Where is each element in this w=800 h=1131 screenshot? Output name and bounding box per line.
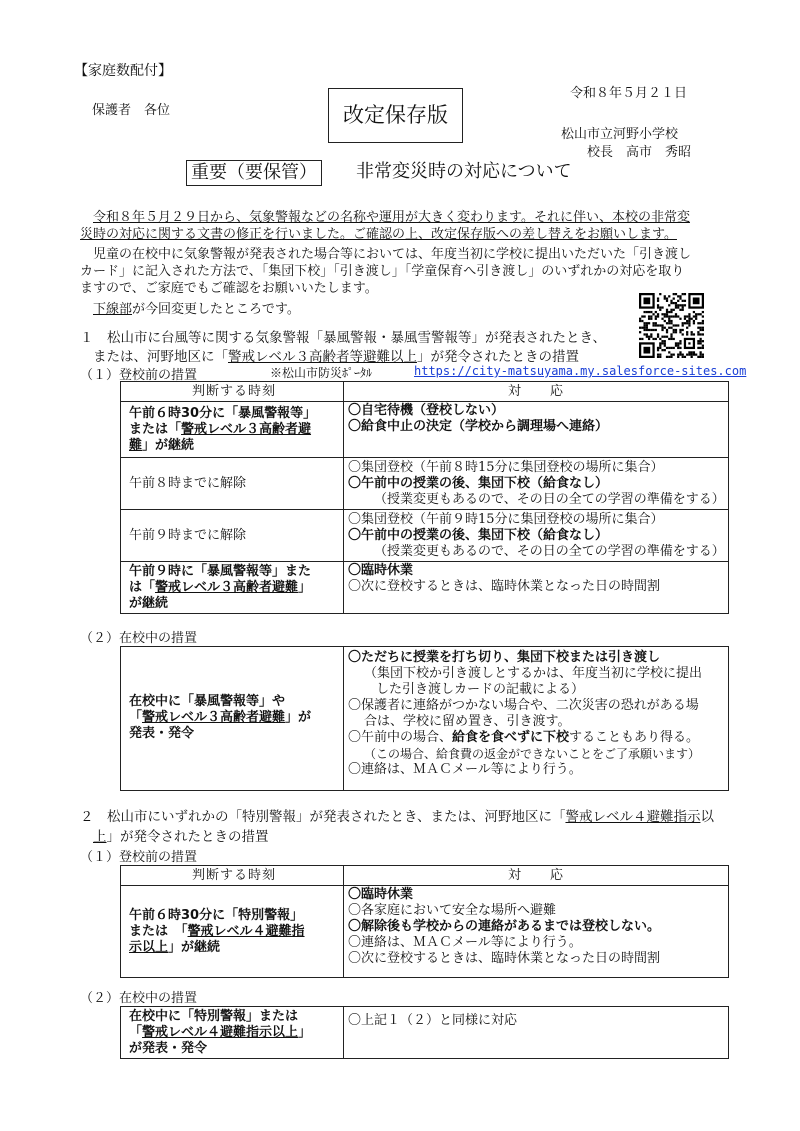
table-row bbox=[121, 886, 729, 978]
table-row bbox=[121, 402, 729, 458]
heading-text-underlined: 警戒レベル４避難指示 bbox=[565, 809, 701, 825]
row-when: 午前８時までに解除 bbox=[121, 458, 344, 510]
title-boxed: 重要（要保管） bbox=[186, 160, 322, 186]
row-action bbox=[344, 647, 729, 791]
cell-text: 〇臨時休業 bbox=[348, 563, 414, 578]
row-when bbox=[121, 562, 344, 614]
cell-text: が発表・発令 bbox=[129, 1040, 208, 1056]
intro-paragraph-2 bbox=[80, 246, 730, 297]
row-action bbox=[344, 458, 729, 510]
recipient: 保護者 各位 bbox=[92, 103, 171, 118]
section1-sub1: （１）登校前の措置 bbox=[80, 368, 198, 383]
section2-sub2: （２）在校中の措置 bbox=[80, 991, 198, 1006]
table-header-row bbox=[121, 866, 729, 886]
section2-sub1: （１）登校前の措置 bbox=[80, 850, 198, 865]
intro-line: カード」に記入された方法で、「集団下校」「引き渡し」「学童保育へ引き渡し」のいずれかの対応を取り bbox=[80, 264, 685, 279]
qr-code-icon[interactable] bbox=[639, 293, 704, 358]
intro-paragraph-1 bbox=[80, 209, 730, 243]
cell-text: 発表・発令 bbox=[129, 726, 195, 741]
row-action bbox=[344, 510, 729, 562]
cell-text: または 「 bbox=[129, 923, 188, 939]
cell-text: （授業変更もあるので、その日の全ての学習の準備をする） bbox=[374, 543, 725, 559]
table-row bbox=[121, 562, 729, 614]
school-name: 松山市立河野小学校 bbox=[561, 127, 679, 142]
section2-heading-line2 bbox=[93, 825, 269, 845]
table-header-row bbox=[121, 382, 729, 402]
cell-text: 〇連絡は、ＭＡＣメール等により行う。 bbox=[348, 935, 582, 950]
portal-link[interactable]: https://city-matsuyama.my.salesforce-sites.com bbox=[414, 364, 747, 378]
cell-text: 〇集団登校（午前８時15分に集団登校の場所に集合） bbox=[348, 459, 664, 475]
cell-text: 〇各家庭において安全な場所へ避難 bbox=[348, 903, 557, 918]
section2-before-school-table bbox=[120, 865, 729, 978]
cell-text bbox=[129, 580, 339, 596]
intro-line: ますので、ご家庭でもご確認をお願いいたします。 bbox=[80, 281, 378, 296]
heading-text: ２ 松山市にいずれかの「特別警報」が発表されたとき、または、河野地区に「 bbox=[80, 809, 566, 825]
cell-text: 〇解除後も学校からの連絡があるまでは登校しない。 bbox=[348, 919, 661, 934]
cell-text-bold: 給食を食べずに下校 bbox=[452, 730, 570, 745]
cell-text: 〇給食中止の決定（学校から調理場へ連絡） bbox=[348, 419, 609, 434]
cell-text-underlined: 難 bbox=[129, 437, 143, 453]
heading-text: 」が発令されたときの措置 bbox=[106, 829, 269, 845]
heading-text-underlined: 警戒レベル３高齢者等避難以上 bbox=[228, 349, 417, 365]
cell-text-underlined: 警戒レベル４避難指示以上 bbox=[142, 1024, 299, 1040]
row-action bbox=[344, 562, 729, 614]
section1-heading-line2 bbox=[93, 345, 579, 365]
cell-text: 〇集団登校（午前９時15分に集団登校の場所に集合） bbox=[348, 511, 664, 527]
cell-text: 〇臨時休業 bbox=[348, 887, 414, 902]
cell-text bbox=[129, 1025, 339, 1041]
heading-text-underlined: 上 bbox=[93, 829, 107, 845]
cell-text: 〇午前中の場合、 bbox=[348, 730, 453, 745]
row-action bbox=[344, 1007, 729, 1059]
cell-text: 〇保護者に連絡がつかない場合や、二次災害の恐れがある場 bbox=[348, 698, 699, 713]
cell-text: （授業変更もあるので、その日の全ての学習の準備をする） bbox=[374, 491, 725, 507]
row-when bbox=[121, 402, 344, 458]
revision-stamp: 改定保存版 bbox=[328, 88, 463, 143]
cell-text: 在校中に「特別警報」または bbox=[129, 1008, 299, 1024]
page-title: 非常変災時の対応について bbox=[356, 161, 572, 182]
cell-text: 」 bbox=[298, 1024, 312, 1040]
cell-text-underlined: 示以上 bbox=[129, 939, 169, 955]
heading-text: または、河野地区に「 bbox=[93, 349, 228, 365]
row-when: 午前９時までに解除 bbox=[121, 510, 344, 562]
row-when bbox=[121, 886, 344, 978]
cell-text: することもあり得る。 bbox=[569, 730, 700, 745]
cell-text bbox=[129, 438, 339, 454]
cell-text bbox=[129, 940, 339, 956]
cell-text bbox=[129, 924, 339, 940]
cell-text: 」が継続 bbox=[142, 437, 195, 453]
cell-text: または「 bbox=[129, 421, 182, 437]
intro-line: 令和８年５月２９日から、気象警報などの名称や運用が大きく変わります。それに伴い、本校の非常変 bbox=[93, 210, 690, 225]
cell-text: 」が bbox=[285, 710, 312, 725]
cell-text: 〇自宅待機（登校しない） bbox=[348, 403, 505, 418]
cell-text: 〇次に登校するときは、臨時休業となった日の時間割 bbox=[348, 951, 661, 966]
cell-text bbox=[129, 422, 339, 438]
col-when-header: 判断する時刻 bbox=[121, 382, 344, 402]
cell-text: （この場合、給食費の返金ができないことをご了承願います） bbox=[364, 747, 701, 761]
portal-label: ※松山市防災ﾎﾟｰﾀﾙ bbox=[270, 366, 373, 380]
intro-line: 災時の対応に関する文書の修正を行いました。ご確認の上、改定保存版への差し替えをお願いします。 bbox=[80, 227, 677, 242]
cell-text: 合は、学校に留め置き、引き渡す。 bbox=[364, 714, 571, 729]
cell-text: 「 bbox=[129, 1024, 143, 1040]
table-row bbox=[121, 458, 729, 510]
underline-note-text: が今回変更したところです。 bbox=[132, 302, 300, 317]
row-when bbox=[121, 1007, 344, 1059]
cell-text-underlined: 警戒レベル３高齢者避難 bbox=[142, 710, 286, 725]
col-action-header: 対 応 bbox=[344, 866, 729, 886]
cell-text: は「 bbox=[129, 579, 156, 595]
cell-text bbox=[348, 730, 724, 746]
cell-text-underlined: 警戒レベル４避難指 bbox=[187, 923, 305, 939]
cell-text: 在校中に「暴風警報等」や bbox=[129, 694, 286, 709]
row-action bbox=[344, 402, 729, 458]
table-row bbox=[121, 647, 729, 791]
section2-during-school-table bbox=[120, 1006, 729, 1059]
cell-text: 〇午前中の授業の後、集団下校（給食なし） bbox=[348, 527, 609, 543]
principal-name: 校長 高市 秀昭 bbox=[587, 145, 692, 160]
cell-text: 〇連絡は、ＭＡＣメール等により行う。 bbox=[348, 762, 582, 777]
section1-during-school-table bbox=[120, 646, 729, 791]
distribution-tag: 【家庭数配付】 bbox=[74, 63, 172, 79]
row-action bbox=[344, 886, 729, 978]
cell-text: 〇上記１（２）と同様に対応 bbox=[348, 1013, 518, 1028]
section1-sub2: （２）在校中の措置 bbox=[80, 631, 198, 646]
cell-text: 」が継続 bbox=[168, 939, 221, 955]
table-row bbox=[121, 510, 729, 562]
cell-text: 〇次に登校するときは、臨時休業となった日の時間割 bbox=[348, 579, 661, 594]
cell-text-underlined: 警戒レベル３高齢者避 bbox=[181, 421, 312, 437]
heading-text: 」が発令されたときの措置 bbox=[417, 349, 579, 365]
table-row bbox=[121, 1007, 729, 1059]
cell-text: （集団下校か引き渡しとするかは、年度当初に学校に提出 bbox=[364, 666, 703, 681]
cell-text: 午前６時30分に「暴風警報等」 bbox=[129, 405, 317, 421]
section2-heading-line1 bbox=[80, 805, 714, 825]
cell-text: 〇午前中の授業の後、集団下校（給食なし） bbox=[348, 475, 609, 491]
cell-text: 「 bbox=[129, 710, 143, 725]
intro-line: 児童の在校中に気象警報が発表された場合等においては、年度当初に学校に提出いただいた「引き渡し bbox=[93, 247, 692, 262]
underline-note-marker: 下線部 bbox=[93, 302, 133, 317]
cell-text: した引き渡しカードの記載による） bbox=[376, 682, 585, 697]
heading-text: 以 bbox=[700, 809, 714, 825]
cell-text: 」 bbox=[298, 579, 312, 595]
cell-text: 〇ただちに授業を打ち切り、集団下校または引き渡し bbox=[348, 650, 661, 665]
section1-before-school-table bbox=[120, 381, 729, 614]
cell-text: が継続 bbox=[129, 595, 169, 611]
cell-text-underlined: 警戒レベル３高齢者避難 bbox=[155, 579, 299, 595]
col-action-header: 対 応 bbox=[344, 382, 729, 402]
cell-text: 午前６時30分に「特別警報」 bbox=[129, 907, 304, 923]
cell-text: 午前９時に「暴風警報等」また bbox=[129, 563, 312, 579]
section1-heading-line1: １ 松山市に台風等に関する気象警報「暴風警報・暴風雪警報等」が発表されたとき、 bbox=[80, 330, 606, 346]
col-when-header: 判断する時刻 bbox=[121, 866, 344, 886]
row-when bbox=[121, 647, 344, 791]
cell-text bbox=[129, 710, 339, 726]
underline-note bbox=[93, 298, 300, 317]
issue-date: 令和８年５月２１日 bbox=[570, 86, 688, 101]
